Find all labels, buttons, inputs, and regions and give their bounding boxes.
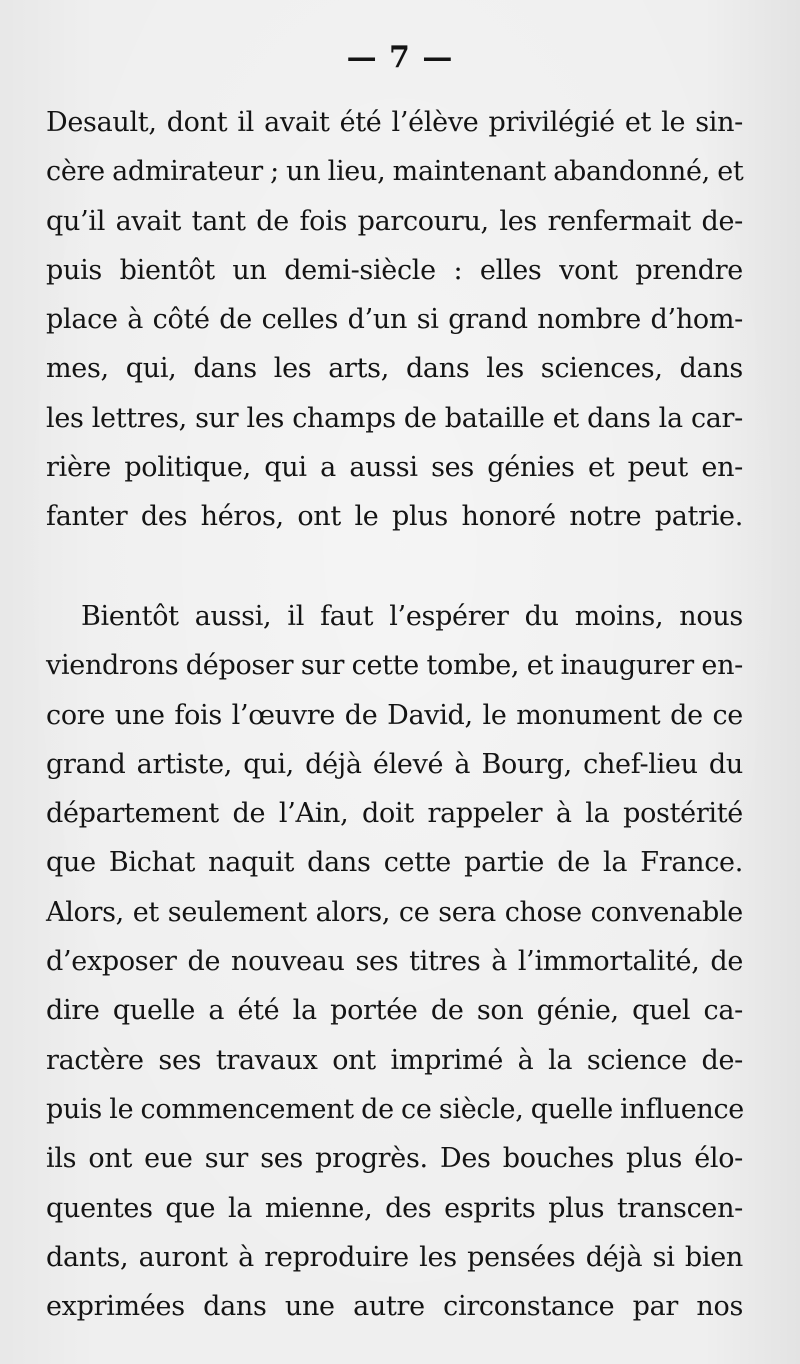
paragraph-1 — [46, 98, 743, 542]
text-line: Desault, dont il avait été l’élève privilégié et le sin- — [46, 107, 743, 138]
text-line: ils ont eue sur ses progrès. Des bouches plus élo- — [46, 1143, 743, 1175]
text-line: que Bichat naquit dans cette partie de la France. — [46, 847, 743, 879]
text-line: viendrons déposer sur cette tombe, et inaugurer en- — [46, 650, 743, 682]
text-line: les lettres, sur les champs de bataille et dans la car- — [46, 402, 743, 434]
page-number: — 7 — — [346, 40, 454, 75]
text-line: d’exposer de nouveau ses titres à l’immortalité, de — [46, 946, 743, 978]
text-line: ractère ses travaux ont imprimé à la science de- — [46, 1044, 743, 1076]
text-line: puis le commencement de ce siècle, quelle influence — [46, 1093, 744, 1125]
text-line: fanter des héros, ont le plus honoré notre patrie. — [46, 501, 743, 533]
text-line: Alors, et seulement alors, ce sera chose convenable — [46, 896, 743, 928]
text-line: core une fois l’œuvre de David, le monument de ce — [46, 699, 743, 731]
text-line: cère admirateur ; un lieu, maintenant abandonné, et — [46, 156, 744, 188]
text-line: dire quelle a été la portée de son génie, quel ca- — [46, 995, 743, 1027]
text-line: département de l’Ain, doit rappeler à la postérité — [46, 798, 743, 830]
text-line: quentes que la mienne, des esprits plus transcen- — [46, 1192, 743, 1224]
text-line: exprimées dans une autre circonstance par nos — [46, 1291, 743, 1323]
text-line: grand artiste, qui, déjà élevé à Bourg, chef-lieu du — [46, 748, 743, 780]
paragraph-2 — [46, 592, 743, 1331]
text-line: rière politique, qui a aussi ses génies et peut en- — [46, 452, 743, 484]
text-line: dants, auront à reproduire les pensées déjà si bien — [46, 1241, 743, 1273]
text-line: puis bientôt un demi-siècle : elles vont prendre — [46, 254, 743, 286]
text-line: mes, qui, dans les arts, dans les sciences, dans — [46, 353, 743, 385]
text-line: qu’il avait tant de fois parcouru, les renfermait de- — [46, 205, 743, 237]
text-line: place à côté de celles d’un si grand nombre d’hom- — [46, 304, 743, 336]
text-line: Bientôt aussi, il faut l’espérer du moins, nous — [81, 601, 743, 632]
